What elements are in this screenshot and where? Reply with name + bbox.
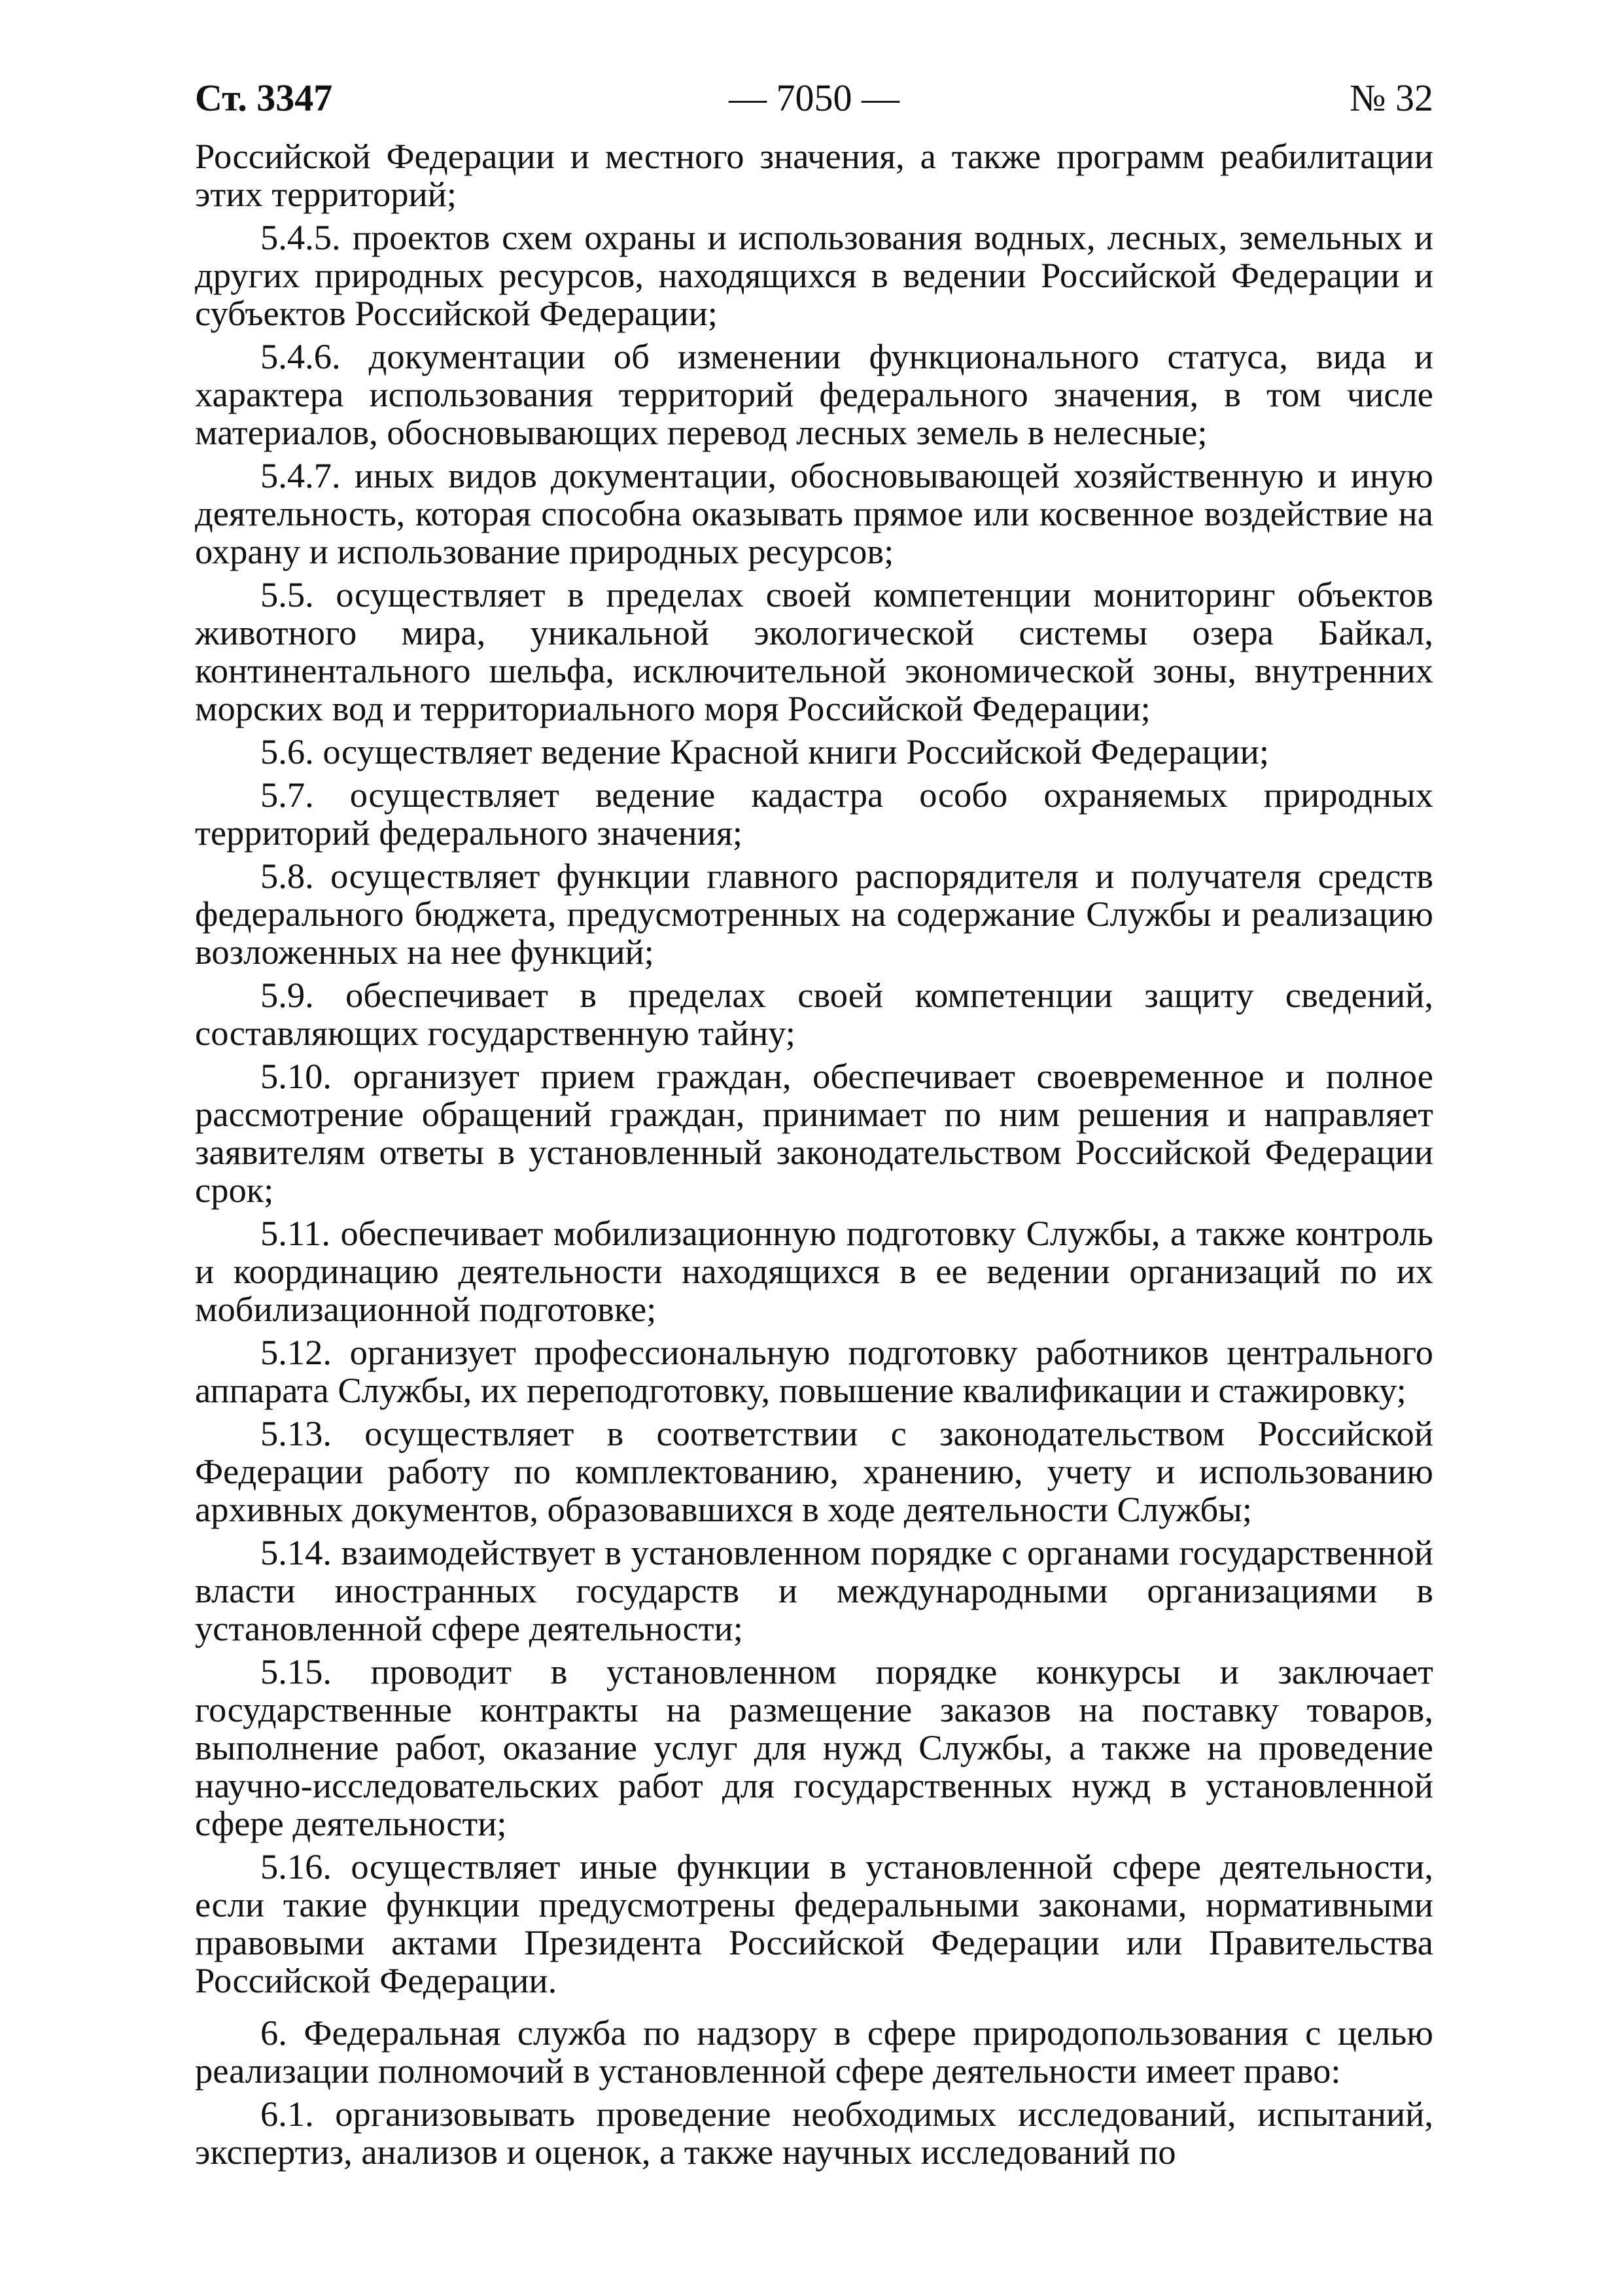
paragraph-5-5: 5.5. осуществляет в пределах своей компетенции мониторинг объектов животного мира, уникальной экологической системы озера Байкал, континентального шельфа, исключительной экономической зоны, внутренних морских вод и территориального моря Российской Федерации; [195, 574, 1433, 728]
paragraph-5-14: 5.14. взаимодействует в установленном порядке с органами государственной власти иностранных государств и международными организациями в установленной сфере деятельности; [195, 1532, 1433, 1648]
paragraph-5-9: 5.9. обеспечивает в пределах своей компетенции защиту сведений, составляющих государственную тайну; [195, 975, 1433, 1053]
paragraph-5-11: 5.11. обеспечивает мобилизационную подготовку Службы, а также контроль и координацию деятельности находящихся в ее ведении организаций по их мобилизационной подготовке; [195, 1213, 1433, 1329]
document-body [195, 137, 1433, 2176]
page-header [195, 72, 1433, 124]
paragraph-5-10: 5.10. организует прием граждан, обеспечивает своевременное и полное рассмотрение обращений граждан, принимает по ним решения и направляет заявителям ответы в установленный законодательством Российской Федерации срок; [195, 1056, 1433, 1210]
paragraph-5-4-6: 5.4.6. документации об изменении функционального статуса, вида и характера использования территорий федерального значения, в том числе материалов, обосновывающих перевод лесных земель в нелесные; [195, 336, 1433, 452]
paragraph-5-4-7: 5.4.7. иных видов документации, обосновывающей хозяйственную и иную деятельность, которая способна оказывать прямое или косвенное воздействие на охрану и использование природных ресурсов; [195, 455, 1433, 571]
issue-number: № 32 [1350, 77, 1433, 119]
paragraph-6: 6. Федеральная служба по надзору в сфере природопользования с целью реализации полномочий в установленной сфере деятельности имеет право: [195, 2013, 1433, 2091]
paragraph-5-12: 5.12. организует профессиональную подготовку работников центрального аппарата Службы, их переподготовку, повышение квалификации и стажировку; [195, 1332, 1433, 1410]
page-number: — 7050 — [729, 77, 899, 119]
paragraph-5-7: 5.7. осуществляет ведение кадастра особо охраняемых природных территорий федерального значения; [195, 775, 1433, 853]
paragraph-5-8: 5.8. осуществляет функции главного распорядителя и получателя средств федерального бюджета, предусмотренных на содержание Службы и реализацию возложенных на нее функций; [195, 856, 1433, 972]
paragraph-5-16: 5.16. осуществляет иные функции в установленной сфере деятельности, если такие функции предусмотрены федеральными законами, нормативными правовыми актами Президента Российской Федерации или Правительства Российской Федерации. [195, 1846, 1433, 2000]
paragraph-6-1: 6.1. организовывать проведение необходимых исследований, испытаний, экспертиз, анализов и оценок, а также научных исследований по [195, 2094, 1433, 2172]
paragraph-continuation: Российской Федерации и местного значения, а также программ реабилитации этих территорий; [195, 136, 1433, 214]
paragraph-5-4-5: 5.4.5. проектов схем охраны и использования водных, лесных, земельных и других природных ресурсов, находящихся в ведении Российской Федерации и субъектов Российской Федерации; [195, 217, 1433, 333]
paragraph-5-15: 5.15. проводит в установленном порядке конкурсы и заключает государственные контракты на размещение заказов на поставку товаров, выполнение работ, оказание услуг для нужд Службы, а также на проведение научно-исследовательских работ для государственных нужд в установленной сфере деятельности; [195, 1651, 1433, 1843]
article-number: Ст. 3347 [195, 77, 333, 119]
paragraph-5-6: 5.6. осуществляет ведение Красной книги Российской Федерации; [260, 732, 1269, 771]
paragraph-5-13: 5.13. осуществляет в соответствии с законодательством Российской Федерации работу по комплектованию, хранению, учету и использованию архивных документов, образовавшихся в ходе деятельности Службы; [195, 1413, 1433, 1529]
